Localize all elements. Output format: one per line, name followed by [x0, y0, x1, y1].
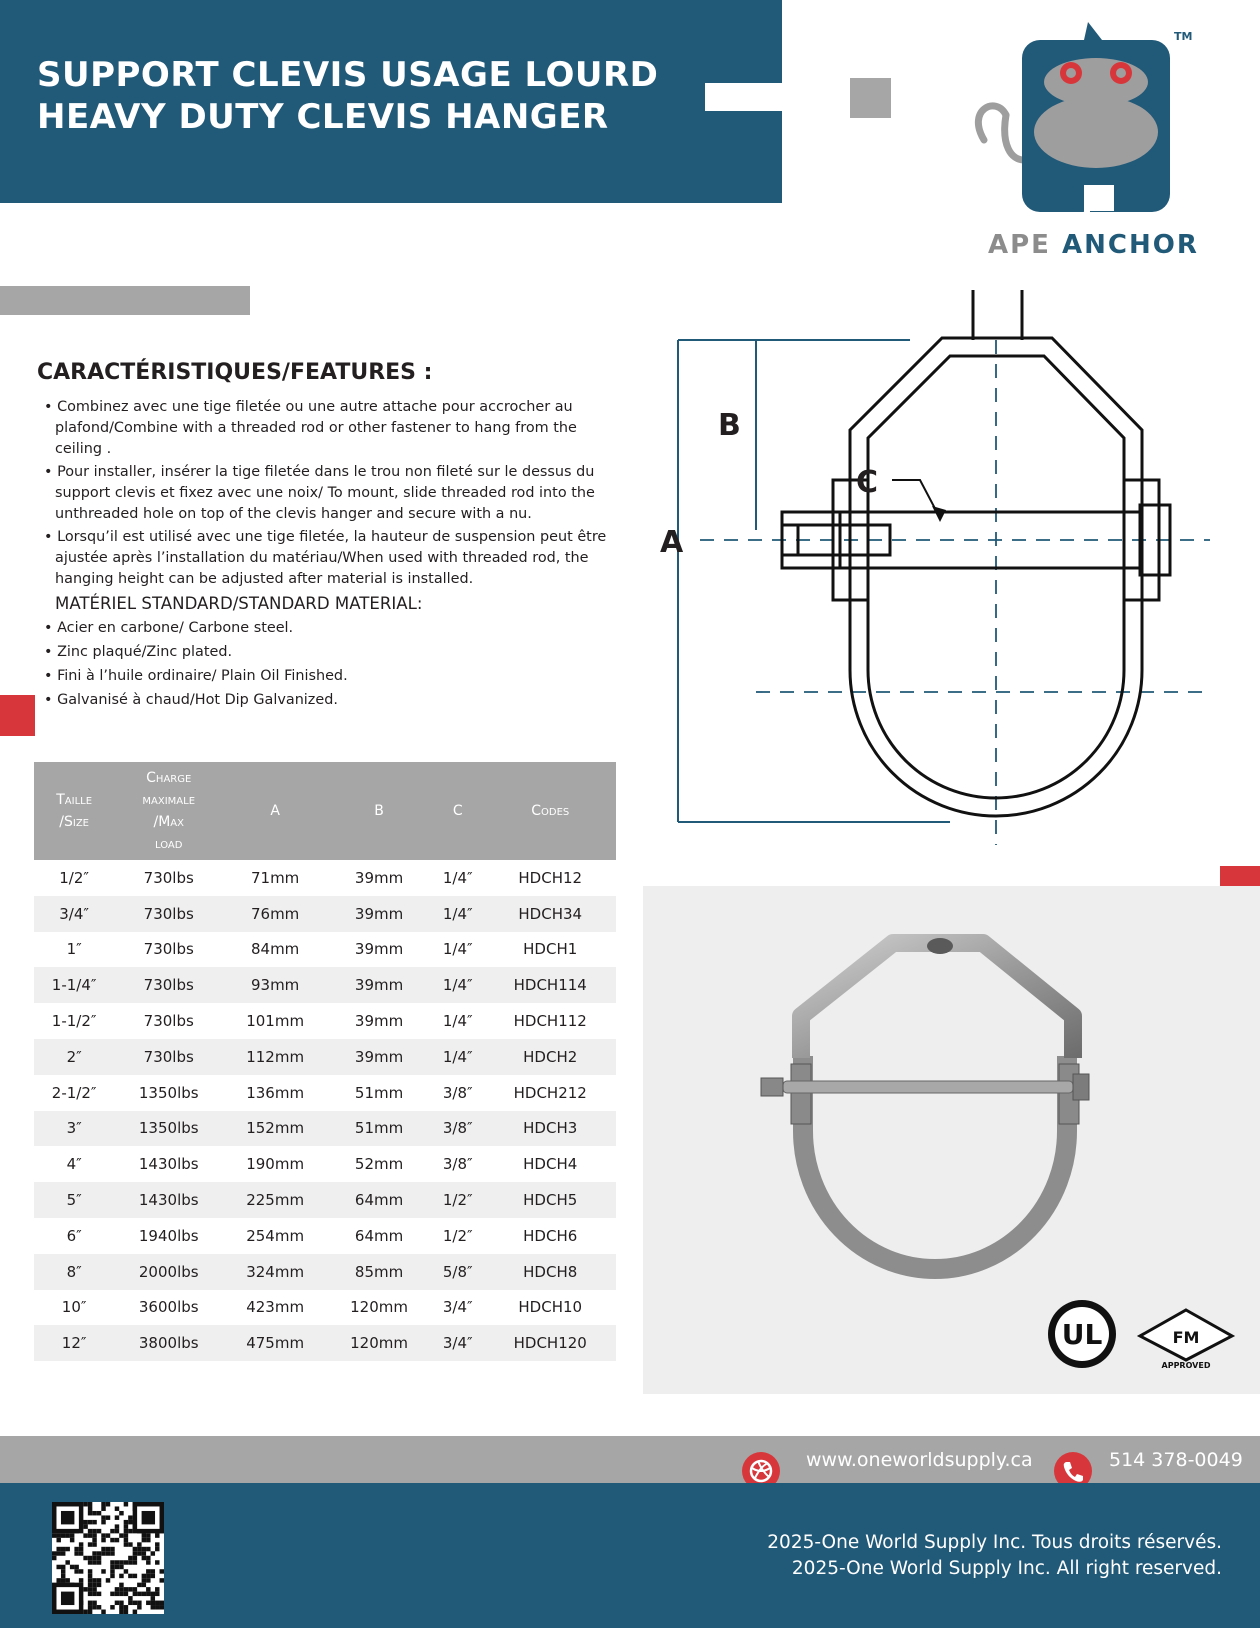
cell-code: HDCH2	[484, 1039, 616, 1075]
cell-max-load: 1350lbs	[138, 1083, 199, 1102]
cell-c: 3/8″	[442, 1155, 473, 1174]
ul-text: UL	[1061, 1318, 1103, 1351]
cell-b: 52mm	[354, 1155, 404, 1174]
cell-size: 3/4″	[34, 896, 114, 932]
feature-bullet: • Lorsqu’il est utilisé avec une tige filetée, la hauteur de suspension peut être ajustée après l’installation du matériau/When used with threaded rod, the hanging height can be adjusted after material is installed.	[44, 529, 607, 587]
cell-c: 1/4″	[431, 896, 484, 932]
cell-code: HDCH8	[484, 1254, 616, 1290]
table-row	[34, 1146, 616, 1182]
cell-b: 39mm	[327, 967, 431, 1003]
qr-code-icon[interactable]	[52, 1502, 164, 1614]
header-load-line: load	[155, 836, 183, 852]
website-link[interactable]: www.oneworldsupply.ca	[806, 1449, 1033, 1471]
header-max-load	[114, 762, 223, 860]
cell-c: 3/4″	[442, 1298, 473, 1317]
cell-b: 64mm	[327, 1182, 431, 1218]
cell-a: 225mm	[223, 1182, 327, 1218]
cell-max-load: 3600lbs	[138, 1298, 199, 1317]
cell-max-load: 730lbs	[143, 1012, 194, 1031]
label-c: C	[856, 465, 879, 500]
cell-max-load: 3800lbs	[114, 1325, 223, 1361]
cell-code: HDCH12	[518, 868, 583, 887]
cell-max-load: 730lbs	[143, 868, 194, 887]
brand-part-ape: APE	[988, 230, 1051, 260]
cell-a: 93mm	[223, 967, 327, 1003]
fm-approved-text: APPROVED	[1161, 1361, 1211, 1370]
clevis-dimension-diagram	[660, 280, 1230, 850]
table-row	[34, 1111, 616, 1147]
label-b: B	[718, 408, 741, 443]
cell-max-load: 2000lbs	[114, 1254, 223, 1290]
brand-name	[988, 230, 1199, 260]
cell-a: 324mm	[223, 1254, 327, 1290]
fm-text: FM	[1172, 1328, 1200, 1347]
cell-code: HDCH112	[513, 1012, 587, 1031]
header-load-line: /Max	[153, 814, 184, 830]
header-codes: Codes	[484, 762, 616, 860]
table-row	[34, 1075, 616, 1111]
spec-table	[34, 762, 616, 1361]
cell-size: 6″	[66, 1226, 82, 1245]
cell-a: 101mm	[246, 1012, 305, 1031]
header-load-line: Charge	[146, 770, 192, 786]
header-b: B	[327, 762, 431, 860]
cell-code: HDCH114	[484, 967, 616, 1003]
copyright-fr: 2025-One World Supply Inc. Tous droits réservés.	[767, 1532, 1222, 1553]
table-row	[34, 860, 616, 896]
cell-max-load: 730lbs	[114, 896, 223, 932]
cell-a: 112mm	[223, 1039, 327, 1075]
cell-code: HDCH5	[484, 1182, 616, 1218]
table-row	[34, 1290, 616, 1326]
cell-c: 3/8″	[431, 1111, 484, 1147]
cell-a: 475mm	[223, 1325, 327, 1361]
table-row	[34, 1325, 616, 1361]
table-row	[34, 1039, 616, 1075]
cell-a: 152mm	[223, 1111, 327, 1147]
cell-a: 190mm	[246, 1155, 305, 1174]
title-line-en: HEAVY DUTY CLEVIS HANGER	[37, 97, 609, 137]
table-row	[34, 1003, 616, 1039]
header-size	[34, 762, 114, 860]
cell-b: 51mm	[354, 1083, 404, 1102]
cell-c: 1/2″	[442, 1226, 473, 1245]
material-item: • Galvanisé à chaud/Hot Dip Galvanized.	[44, 692, 338, 708]
table-header-row	[34, 762, 616, 860]
hanger-outline	[782, 290, 1170, 816]
cell-c: 5/8″	[431, 1254, 484, 1290]
cell-size: 10″	[61, 1298, 87, 1317]
cell-code: HDCH10	[518, 1298, 583, 1317]
cell-b: 39mm	[354, 868, 404, 887]
cell-size: 8″	[34, 1254, 114, 1290]
material-heading: MATÉRIEL STANDARD/STANDARD MATERIAL:	[55, 594, 423, 613]
cell-a: 423mm	[246, 1298, 305, 1317]
cell-a: 254mm	[246, 1226, 305, 1245]
cell-b: 120mm	[350, 1298, 408, 1317]
trademark-mark: TM	[1174, 30, 1193, 43]
cell-max-load: 1940lbs	[138, 1226, 199, 1245]
cell-b: 120mm	[327, 1325, 431, 1361]
cell-max-load: 1350lbs	[114, 1111, 223, 1147]
features-heading: CARACTÉRISTIQUES/FEATURES :	[37, 360, 433, 385]
cell-max-load: 730lbs	[114, 1039, 223, 1075]
cell-c: 3/4″	[431, 1325, 484, 1361]
features-section	[37, 360, 627, 714]
cell-max-load: 730lbs	[114, 967, 223, 1003]
cell-b: 39mm	[354, 940, 404, 959]
cell-size: 12″	[34, 1325, 114, 1361]
cell-code: HDCH6	[523, 1226, 578, 1245]
copyright-en: 2025-One World Supply Inc. All right reserved.	[791, 1558, 1222, 1579]
table-row	[34, 932, 616, 968]
cell-b: 39mm	[354, 1012, 404, 1031]
cell-c: 1/4″	[431, 967, 484, 1003]
cell-b: 64mm	[354, 1226, 404, 1245]
cell-code: HDCH34	[484, 896, 616, 932]
cell-size: 1-1/4″	[34, 967, 114, 1003]
cell-code: HDCH3	[484, 1111, 616, 1147]
table-row	[34, 1254, 616, 1290]
cell-size: 5″	[34, 1182, 114, 1218]
cell-a: 84mm	[250, 940, 300, 959]
phone-link[interactable]: 514 378-0049	[1109, 1449, 1243, 1471]
cell-size: 4″	[66, 1155, 82, 1174]
table-row	[34, 967, 616, 1003]
decorative-gray-strip	[0, 286, 250, 315]
cell-max-load: 730lbs	[143, 940, 194, 959]
cell-b: 39mm	[327, 896, 431, 932]
cell-max-load: 1430lbs	[114, 1182, 223, 1218]
cell-a: 71mm	[250, 868, 300, 887]
table-row	[34, 1182, 616, 1218]
header-load-line: maximale	[142, 792, 196, 808]
title-line-fr: SUPPORT CLEVIS USAGE LOURD	[37, 55, 659, 95]
label-a: A	[660, 525, 684, 560]
cell-c: 1/4″	[442, 940, 473, 959]
page-title	[37, 54, 658, 138]
header-a: A	[223, 762, 327, 860]
cell-a: 136mm	[246, 1083, 305, 1102]
cell-c: 3/8″	[442, 1083, 473, 1102]
cell-b: 85mm	[327, 1254, 431, 1290]
cell-code: HDCH4	[523, 1155, 578, 1174]
cell-c: 1/4″	[442, 868, 473, 887]
header-c: C	[431, 762, 484, 860]
brand-part-anchor: ANCHOR	[1062, 230, 1199, 260]
fm-approved-icon	[1138, 1308, 1234, 1370]
cell-size: 1/2″	[59, 868, 90, 887]
cell-b: 51mm	[327, 1111, 431, 1147]
cell-size: 3″	[34, 1111, 114, 1147]
cell-size: 1-1/2″	[51, 1012, 97, 1031]
copyright	[767, 1530, 1222, 1582]
cell-size: 2-1/2″	[51, 1083, 97, 1102]
decorative-red-block	[0, 695, 35, 736]
cell-c: 1/4″	[431, 1039, 484, 1075]
decorative-gray-square	[850, 78, 891, 118]
ul-certification-icon	[1046, 1298, 1118, 1370]
center-lines	[700, 340, 1210, 845]
decorative-white-bar	[705, 83, 782, 111]
cell-code: HDCH212	[513, 1083, 587, 1102]
cell-code: HDCH120	[484, 1325, 616, 1361]
cell-b: 39mm	[327, 1039, 431, 1075]
cell-code: HDCH1	[523, 940, 578, 959]
table-row	[34, 1218, 616, 1254]
cell-size: 1″	[66, 940, 82, 959]
cell-c: 1/4″	[442, 1012, 473, 1031]
table-row	[34, 896, 616, 932]
material-item: • Fini à l’huile ordinaire/ Plain Oil Finished.	[44, 668, 348, 684]
cell-size: 2″	[34, 1039, 114, 1075]
cell-max-load: 1430lbs	[138, 1155, 199, 1174]
header-size-en: /Size	[59, 814, 89, 830]
feature-bullet: • Pour installer, insérer la tige filetée dans le trou non fileté sur le dessus du support clevis et fixez avec une noix/ To mount, slide threaded rod into the unthreaded hole on top of the clevis hanger and secure with a nu.	[44, 464, 595, 522]
cell-a: 76mm	[223, 896, 327, 932]
header-size-fr: Taille	[56, 792, 93, 808]
material-item: • Acier en carbone/ Carbone steel.	[44, 620, 294, 636]
cell-c: 1/2″	[431, 1182, 484, 1218]
ape-anchor-logo-icon	[976, 20, 1216, 260]
feature-bullet: • Combinez avec une tige filetée ou une autre attache pour accrocher au plafond/Combine with a threaded rod or other fastener to hang from the ceiling .	[44, 399, 577, 457]
material-item: • Zinc plaqué/Zinc plated.	[44, 644, 233, 660]
